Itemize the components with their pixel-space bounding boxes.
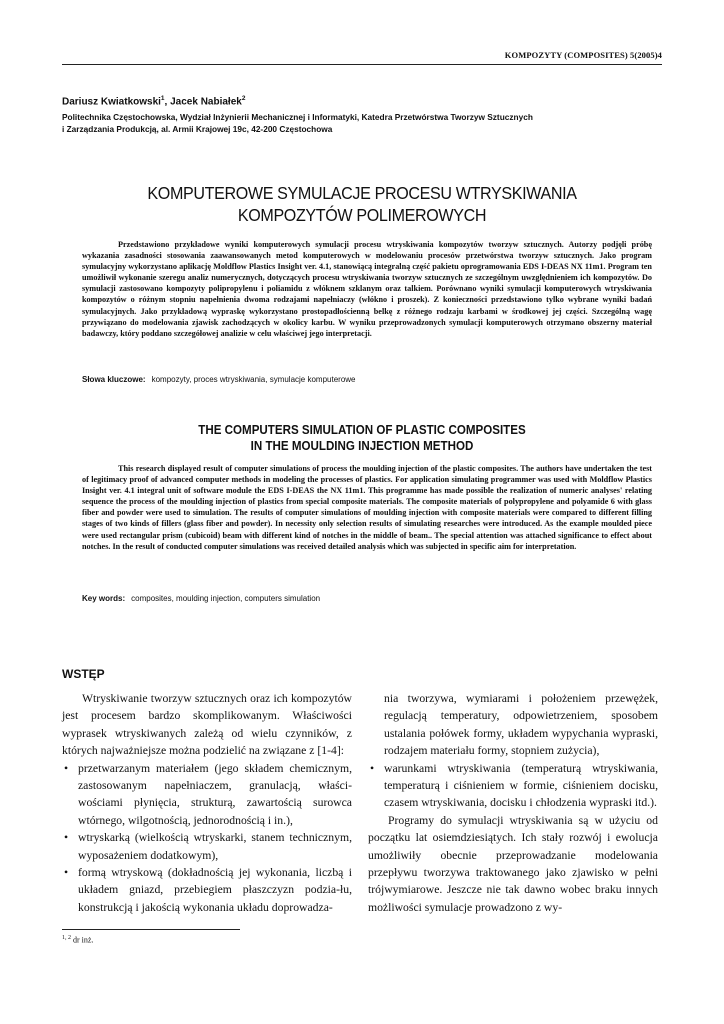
keywords-english-value: composites, moulding injection, computers simulation xyxy=(131,594,321,603)
keywords-english xyxy=(82,594,320,603)
journal-header: KOMPOZYTY (COMPOSITES) 5(2005)4 xyxy=(504,50,662,60)
list-item-text: formą wtryskową (dokładnością jej wykonania, liczbą i układem gniazd, przebiegiem płaszczyzn podzia-łu, konstrukcją i jakością wykonania układu doprowadza- xyxy=(78,866,352,914)
section-heading: WSTĘP xyxy=(62,667,105,681)
affiliation-line-1: Politechnika Częstochowska, Wydział Inżynierii Mechanicznej i Informatyki, Katedra Przetwórstwa Tworzyw Sztucznych xyxy=(62,112,533,122)
body-paragraph: Programy do symulacji wtryskiwania są w użyciu od początku lat osiemdziesiątych. Ich stały rozwój i ewolucja umożliwiły obecnie przeprowadzanie modelowania przepływu tworzywa traktowanego jako zjawisko w pełni trójwymiarowe. Jeszcze nie tak dawno wobec braku innych możliwości symulacje prowadzono z wy- xyxy=(368,813,658,914)
abstract-polish: Przedstawiono przykładowe wyniki komputerowych symulacji procesu wtryskiwania kompozytów tworzyw sztucznych. Autorzy podjęli próbę wykazania zasadności stosowania zaawansowanych metod komputerowych w modelowaniu procesów przetwórstwa tworzyw sztucznych. Jako program symulacyjny wykorzystano aplikację Moldflow Plastics Insight ver. 4.1, stanowiącą integralną część pakietu oprogramowania EDS I-DEAS NX 11m1. Program ten umożliwił wykonanie szeregu analiz numerycznych, dotyczących procesu wtryskiwania tworzyw sztucznych ze szczególnym uwzględnieniem ich kompozytów. Do symulacji zastosowano kompozyty polipropylenu i poliamidu z włóknem szklanym oraz talkiem. Porównano wyniki symulacji komputerowych wtryskiwania kompozytów o różnym stopniu napełnienia dwoma rodzajami napełniaczy (włókno i proszek). Z konieczności przedstawiono tylko wybrane wyniki badań symulacyjnych. Jako przykładową wypraskę wykorzystano prostopadłościenną belkę z różnego rodzaju karbami w środkowej jej części. Szczególną wagę przywiązano do modelowania zjawisk zachodzących w okolicy karbu. W wyniku przeprowadzonych symulacji komputerowych otrzymano obszerny materiał badawczy, który poddano szczegółowej analizie w celu właściwej jego interpretacji. xyxy=(82,240,652,338)
affiliation xyxy=(62,111,662,135)
list-item-text: warunkami wtryskiwania (temperaturą wtryskiwania, temperaturą i ciśnieniem w formie, ciśnieniem docisku, czasem wtryskiwania, docisku i chłodzenia wypraski itd.). xyxy=(384,761,658,810)
footnote xyxy=(62,935,93,945)
list-item xyxy=(368,760,658,812)
bullet-icon: • xyxy=(64,866,69,880)
keywords-polish-value: kompozyty, proces wtryskiwania, symulacje komputerowe xyxy=(151,375,356,384)
author-separator: , xyxy=(164,96,171,108)
title-polish-line-1: KOMPUTEROWE SYMULACJE PROCESU WTRYSKIWANIA xyxy=(147,183,577,203)
title-polish xyxy=(86,182,638,226)
right-column xyxy=(368,690,658,916)
authors xyxy=(62,95,245,107)
title-english xyxy=(86,422,638,454)
intro-paragraph: Wtryskiwanie tworzyw sztucznych oraz ich kompozytów jest procesem bardzo skomplikowanym. Właściwości wyprasek wtryskiwanych zależą od wielu czynników, z których najważniejsze można podzielić na związane z [1-4]: xyxy=(62,692,352,758)
list-continuation: nia tworzywa, wymiarami i położeniem przewężek, regulacją temperatury, odpowietrzeniem, sposobem ustalania połówek formy, układem wypychania wypraski, rodzajem materiału formy, stopniem zużycia), xyxy=(384,692,658,758)
list-item-text: wtryskarką (wielkością wtryskarki, stanem technicznym, wyposażeniem dodatkowym), xyxy=(78,831,352,862)
bullet-icon: • xyxy=(64,761,69,775)
list-item xyxy=(62,760,352,830)
left-column xyxy=(62,690,352,916)
list-item xyxy=(62,829,352,864)
header-rule xyxy=(62,64,662,65)
title-polish-line-2: KOMPOZYTÓW POLIMEROWYCH xyxy=(237,205,487,225)
list-item-text: przetwarzanym materiałem (jego składem chemicznym, zastosowanym napełniaczem, granulacją, właści- wościami płynięcia, strukturą, zawartością surowca wtórnego, wilgotnością, jednorodnością i in.), xyxy=(78,761,352,827)
footnote-text: dr inż. xyxy=(73,935,94,945)
keywords-polish-label: Słowa kluczowe: xyxy=(82,375,146,384)
bullet-icon: • xyxy=(64,831,69,845)
list-item xyxy=(62,864,352,916)
footnote-rule xyxy=(62,929,240,930)
author-1: Dariusz Kwiatkowski xyxy=(62,96,161,108)
keywords-polish xyxy=(82,375,356,384)
bullet-icon: • xyxy=(370,761,375,775)
title-english-line-2: IN THE MOULDING INJECTION METHOD xyxy=(250,439,474,453)
abstract-english: This research displayed result of computer simulations of process the moulding injection of the plastic composites. The authors have undertaken the test of legitimacy proof of advanced computer methods in modeling the processes of plastics. For application simulating programmer was used with Moldflow Plastics Insight ver. 4.1 integral unit of software module the EDS I-DEAS the NX 11m1. This programme has made possible the realization of numeric analyses' relating sequence the process of the moulding injection of plastics from special composite materials. The composite materials of polypropylene and polyamide 6 with glass fiber and powder were used to simulation. The results of computer simulations of moulding injection with composite materials were compared to different filling stages of two kinds of fillers (glass fiber and powder). In necessity only selection results of simulating researches were introduced. As the example moulded piece were used rectangular prism (cubicoid) beam with different kind of notches in the middle of beam.. The special attention was attached significance to effect about notches. In the result of conducted computer simulations was received detailed analysis which was subjected in specific aim for interpretation. xyxy=(82,464,652,551)
affiliation-line-2: i Zarządzania Produkcją, al. Armii Krajowej 19c, 42-200 Częstochowa xyxy=(62,124,333,134)
author-2-sup: 2 xyxy=(241,95,246,102)
factor-list xyxy=(62,760,352,917)
footnote-marker: 1, 2 xyxy=(62,935,71,941)
keywords-english-label: Key words: xyxy=(82,594,126,603)
author-2: Jacek Nabiałek xyxy=(170,96,242,108)
factor-list-continued xyxy=(368,760,658,812)
title-english-line-1: THE COMPUTERS SIMULATION OF PLASTIC COMPOSITES xyxy=(198,423,526,437)
author-1-sup: 1 xyxy=(160,95,165,102)
